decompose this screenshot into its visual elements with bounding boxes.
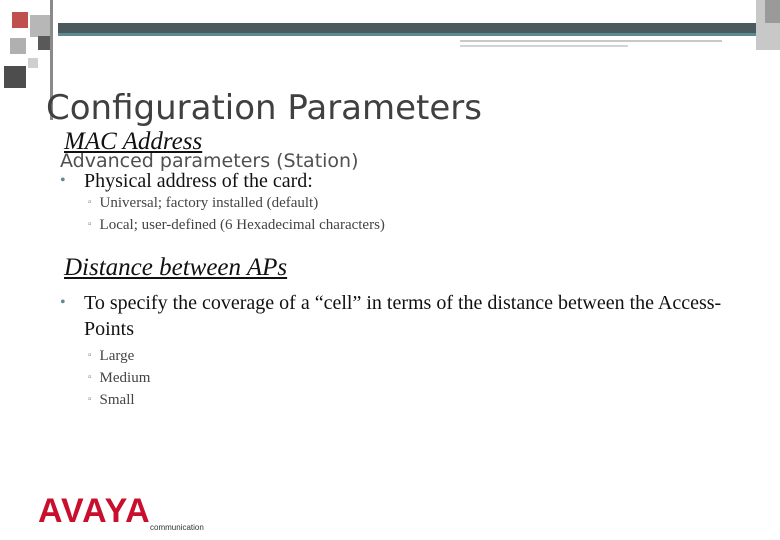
bullet-text: To specify the coverage of a “cell” in terms of the distance between the Access-Points — [84, 292, 722, 340]
decor-block — [765, 0, 780, 23]
section-heading-distance: Distance between APs — [64, 254, 288, 281]
avaya-logo — [38, 492, 210, 532]
decor-square — [10, 38, 26, 54]
decor-line — [460, 45, 628, 47]
sub-item-text: Medium — [99, 370, 151, 386]
bullet-icon: • — [60, 172, 66, 189]
sub-bullet-icon: ▫ — [88, 197, 92, 208]
sub-bullet-icon: ▫ — [88, 372, 92, 383]
bullet-item — [62, 290, 742, 342]
sub-bullet-icon: ▫ — [88, 394, 92, 405]
sub-item-text: Small — [99, 392, 135, 408]
bullet-text: Physical address of the card: — [84, 170, 313, 192]
slide-subtitle: Advanced parameters (Station) — [60, 150, 359, 172]
sub-bullet-icon: ▫ — [88, 350, 92, 361]
sub-item — [88, 390, 135, 412]
section-heading-mac: MAC Address — [64, 128, 203, 155]
sub-item — [88, 346, 134, 368]
sub-item-text: Local; user-defined (6 Hexadecimal characters) — [99, 217, 385, 233]
header-accent-band — [58, 33, 780, 36]
decor-square — [30, 15, 52, 37]
sub-item-text: Universal; factory installed (default) — [99, 195, 319, 211]
decor-square — [12, 12, 28, 28]
decor-square — [28, 58, 38, 68]
logo-wordmark: AVAYA — [38, 492, 151, 530]
sub-item-text: Large — [99, 348, 135, 364]
sub-item — [88, 368, 150, 390]
header-band — [58, 23, 780, 33]
bullet-icon: • — [60, 294, 66, 311]
sub-item — [88, 193, 318, 215]
decor-square — [4, 66, 26, 88]
bullet-item — [62, 168, 622, 194]
sub-item — [88, 215, 385, 237]
sub-bullet-icon: ▫ — [88, 219, 92, 230]
decor-line — [460, 40, 722, 42]
logo-tagline: communication — [150, 523, 204, 532]
slide-title: Configuration Parameters — [46, 88, 482, 128]
